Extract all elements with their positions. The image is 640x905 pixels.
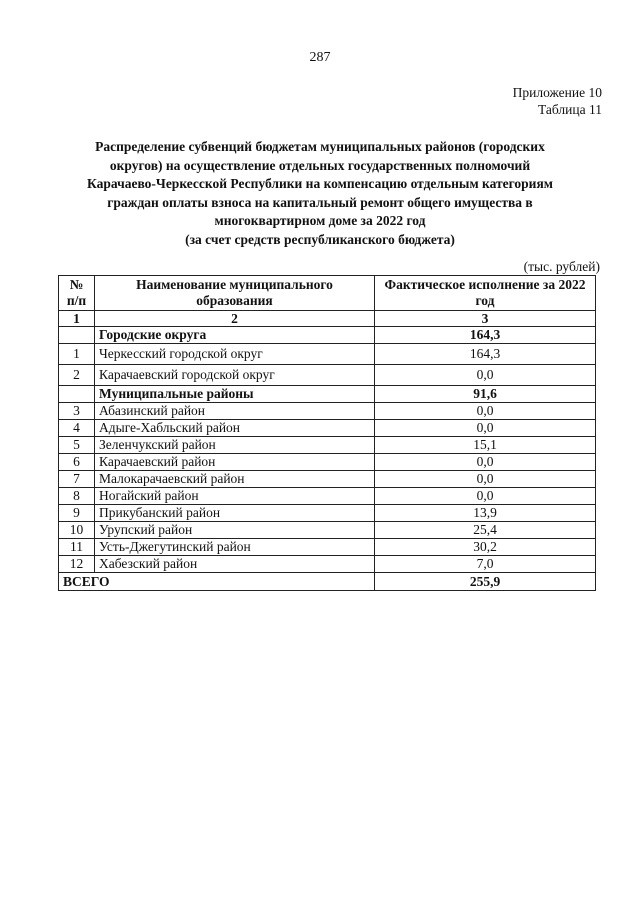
row-number: 11 bbox=[59, 539, 95, 556]
row-value: 164,3 bbox=[375, 344, 596, 365]
row-number: 4 bbox=[59, 420, 95, 437]
row-number: 1 bbox=[59, 344, 95, 365]
row-value: 0,0 bbox=[375, 488, 596, 505]
header-num: № п/п bbox=[59, 276, 95, 311]
row-value: 15,1 bbox=[375, 437, 596, 454]
subvention-table bbox=[58, 275, 596, 591]
table-group-row bbox=[59, 386, 596, 403]
row-number bbox=[59, 327, 95, 344]
row-name: Прикубанский район bbox=[95, 505, 375, 522]
units-label: (тыс. рублей) bbox=[523, 259, 600, 274]
appendix-reference bbox=[513, 84, 602, 118]
row-value: 30,2 bbox=[375, 539, 596, 556]
row-number: 7 bbox=[59, 471, 95, 488]
row-value: 164,3 bbox=[375, 327, 596, 344]
row-name: Усть-Джегутинский район bbox=[95, 539, 375, 556]
row-name: Муниципальные районы bbox=[95, 386, 375, 403]
row-number: 2 bbox=[59, 365, 95, 386]
header-value: Фактическое исполнение за 2022 год bbox=[375, 276, 596, 311]
row-number: 10 bbox=[59, 522, 95, 539]
table-row bbox=[59, 403, 596, 420]
table-header-row bbox=[59, 276, 596, 311]
row-value: 0,0 bbox=[375, 365, 596, 386]
row-name: Хабезский район bbox=[95, 556, 375, 573]
table-row bbox=[59, 344, 596, 365]
table-row bbox=[59, 505, 596, 522]
table-row bbox=[59, 365, 596, 386]
table-label: Таблица 11 bbox=[538, 102, 602, 117]
row-value: 7,0 bbox=[375, 556, 596, 573]
column-number-row bbox=[59, 311, 596, 327]
row-name: Ногайский район bbox=[95, 488, 375, 505]
title-line: многоквартирном доме за 2022 год bbox=[214, 213, 426, 228]
row-name: Малокарачаевский район bbox=[95, 471, 375, 488]
row-name: Карачаевский район bbox=[95, 454, 375, 471]
row-number: 6 bbox=[59, 454, 95, 471]
total-row bbox=[59, 573, 596, 591]
row-value: 0,0 bbox=[375, 454, 596, 471]
page-number: 287 bbox=[309, 50, 331, 65]
title-line: граждан оплаты взноса на капитальный ремонт общего имущества в bbox=[107, 194, 533, 210]
header-name: Наименование муниципального образования bbox=[95, 276, 375, 311]
row-name: Городские округа bbox=[95, 327, 375, 344]
row-value: 0,0 bbox=[375, 420, 596, 437]
table-row bbox=[59, 539, 596, 556]
row-value: 25,4 bbox=[375, 522, 596, 539]
column-number: 2 bbox=[95, 311, 375, 327]
row-number: 9 bbox=[59, 505, 95, 522]
row-value: 13,9 bbox=[375, 505, 596, 522]
row-number: 5 bbox=[59, 437, 95, 454]
row-name: Урупский район bbox=[95, 522, 375, 539]
table-row bbox=[59, 420, 596, 437]
row-value: 91,6 bbox=[375, 386, 596, 403]
appendix-label: Приложение 10 bbox=[512, 85, 602, 100]
column-number: 3 bbox=[375, 311, 596, 327]
table-row bbox=[59, 437, 596, 454]
total-label: ВСЕГО bbox=[59, 573, 375, 591]
total-value: 255,9 bbox=[375, 573, 596, 591]
row-number: 12 bbox=[59, 556, 95, 573]
row-name: Адыге-Хабльский район bbox=[95, 420, 375, 437]
table-row bbox=[59, 488, 596, 505]
table-row bbox=[59, 454, 596, 471]
row-number: 8 bbox=[59, 488, 95, 505]
title-line: Карачаево-Черкесской Республики на компенсацию отдельным категориям bbox=[87, 176, 553, 191]
table-row bbox=[59, 522, 596, 539]
table-group-row bbox=[59, 327, 596, 344]
document-title bbox=[50, 138, 590, 249]
title-line: Распределение субвенций бюджетам муниципальных районов (городских bbox=[95, 139, 545, 154]
row-value: 0,0 bbox=[375, 403, 596, 420]
row-number bbox=[59, 386, 95, 403]
title-line: (за счет средств республиканского бюджета) bbox=[185, 231, 455, 247]
row-name: Черкесский городской округ bbox=[95, 344, 375, 365]
row-value: 0,0 bbox=[375, 471, 596, 488]
table-row bbox=[59, 471, 596, 488]
row-number: 3 bbox=[59, 403, 95, 420]
column-number: 1 bbox=[59, 311, 95, 327]
row-name: Зеленчукский район bbox=[95, 437, 375, 454]
row-name: Карачаевский городской округ bbox=[95, 365, 375, 386]
row-name: Абазинский район bbox=[95, 403, 375, 420]
title-line: округов) на осуществление отдельных государственных полномочий bbox=[109, 157, 531, 173]
table-row bbox=[59, 556, 596, 573]
